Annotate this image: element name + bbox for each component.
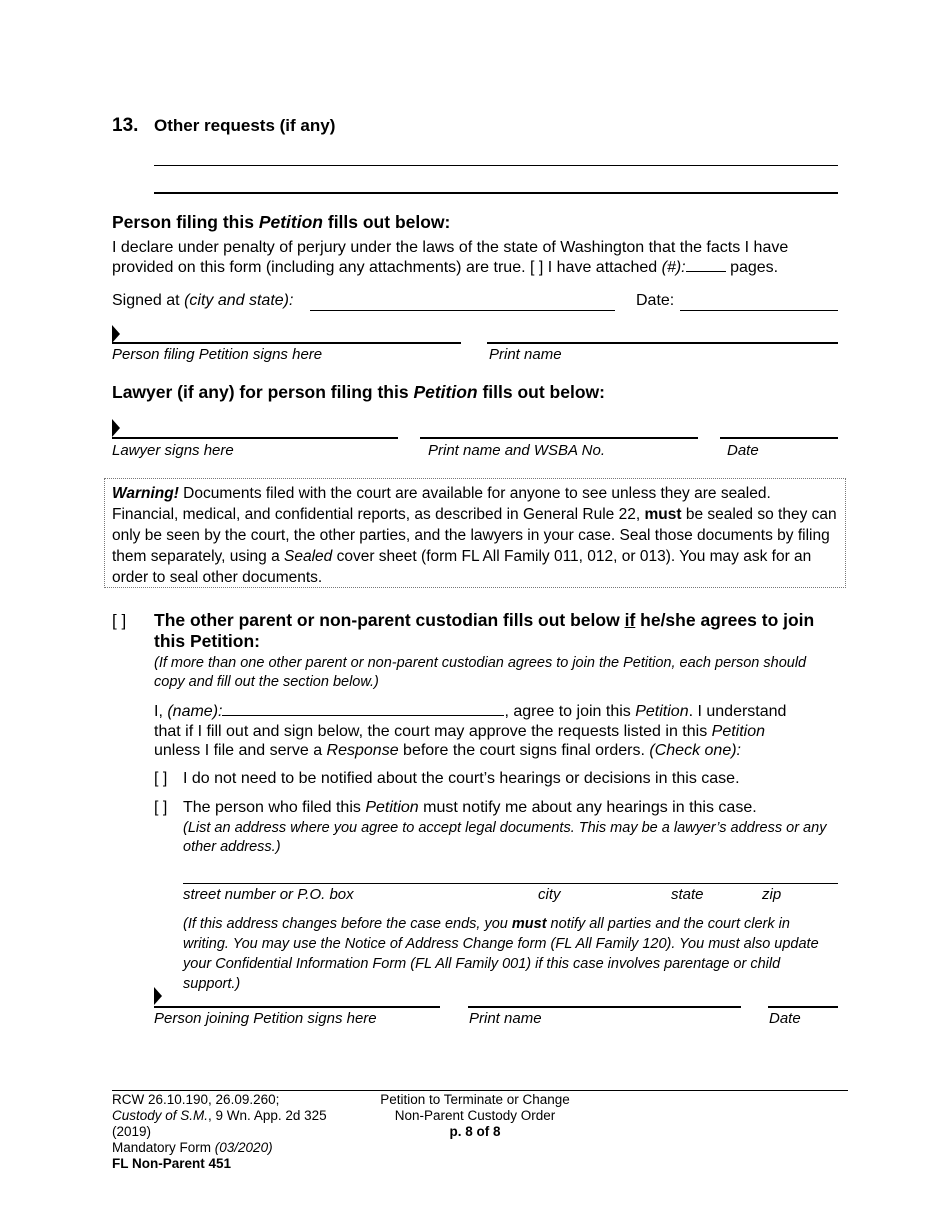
signed-at-label: Signed at (city and state): [112,292,294,309]
footer-center: Petition to Terminate or Change Non-Parent Custody Order p. 8 of 8 [380,1092,570,1139]
footer-left: RCW 26.10.190, 26.09.260; Custody of S.M., 9 Wn. App. 2d 325 (2019) Mandatory Form (03/2020) FL Non-Parent 451 [112,1092,327,1171]
lawyer-heading: Lawyer (if any) for person filing this Petition fills out below: [112,382,605,402]
section-number: 13. [112,115,139,136]
option2-text: The person who filed this Petition must notify me about any hearings in this case. [183,799,757,816]
declaration-text: I declare under penalty of perjury under the laws of the state of Washington that the facts I have provided on this form (including any attachments) are true. [ ] I have attached (#): pages. [112,239,789,276]
warning-box: Warning! Documents filed with the court are available for anyone to see unless they are sealed. Financial, medical, and confidential reports, as described in General Rule 22, must be sealed so they can only be seen by the court, the other parties, and the lawyers in your case. Seal those documents by filing them separately, using a Sealed cover sheet (form FL All Family 011, 012, or 013). You may ask for an order to seal other documents. [104,478,846,588]
join-note: (If more than one other parent or non-parent custodian agrees to join the Petition, each person should copy and fill out the section below.) [154,655,807,690]
joiner-name-field[interactable] [222,703,504,716]
joiner-date-label: Date [769,1010,801,1027]
address-line[interactable] [183,883,838,884]
address-state-label: state [671,886,704,903]
other-requests-line-1[interactable] [154,165,838,166]
join-agreement-text: I, (name): , agree to join this Petition. I understand that if I fill out and sign below, the court may approve the requests listed in this Petition unless I file and serve a Response before the court signs final orders. (Check one): [154,703,787,759]
date-field[interactable] [680,310,838,311]
joiner-sign-arrow-icon [154,987,162,1005]
petitioner-signature-line[interactable] [112,342,461,344]
sign-here-arrow-icon [112,325,120,343]
other-requests-line-2[interactable] [154,192,838,194]
date-label: Date: [636,292,675,309]
join-heading: The other parent or non-parent custodian fills out below if he/she agrees to join this Petition: [154,610,815,651]
joiner-print-label: Print name [469,1010,542,1027]
attached-pages-field[interactable] [686,259,726,272]
petitioner-sign-label: Person filing Petition signs here [112,346,323,363]
lawyer-signature-line[interactable] [112,437,398,439]
lawyer-date-line[interactable] [720,437,838,439]
lawyer-sign-arrow-icon [112,419,120,437]
joiner-signature-line[interactable] [154,1006,440,1008]
petitioner-print-label: Print name [489,346,562,363]
address-zip-label: zip [762,886,782,903]
address-city-label: city [538,886,561,903]
petitioner-print-name-line[interactable] [487,342,838,344]
joiner-date-line[interactable] [768,1006,838,1008]
section-title: Other requests (if any) [154,116,336,135]
option2-checkbox[interactable]: [ ] [154,799,168,816]
address-change-note: (If this address changes before the case ends, you must notify all parties and the court clerk in writing. You may use the Notice of Address Change form (FL All Family 120). You must also update your Confidential Information Form (FL All Family 001) if this case involves parentage or child support.) [183,916,819,992]
option1-text: I do not need to be notified about the court’s hearings or decisions in this case. [183,770,740,787]
lawyer-print-label: Print name and WSBA No. [428,442,606,459]
lawyer-date-label: Date [727,442,759,459]
join-checkbox[interactable]: [ ] [112,611,127,630]
option2-note: (List an address where you agree to accept legal documents. This may be a lawyer’s address or any other address.) [183,820,827,855]
lawyer-print-name-line[interactable] [420,437,698,439]
address-street-label: street number or P.O. box [183,886,354,903]
petitioner-heading: Person filing this Petition fills out below: [112,212,451,232]
lawyer-sign-label: Lawyer signs here [112,442,234,459]
option1-checkbox[interactable]: [ ] [154,770,168,787]
footer-divider [112,1090,848,1091]
signed-at-field[interactable] [310,310,615,311]
joiner-print-name-line[interactable] [468,1006,741,1008]
joiner-sign-label: Person joining Petition signs here [154,1010,377,1027]
